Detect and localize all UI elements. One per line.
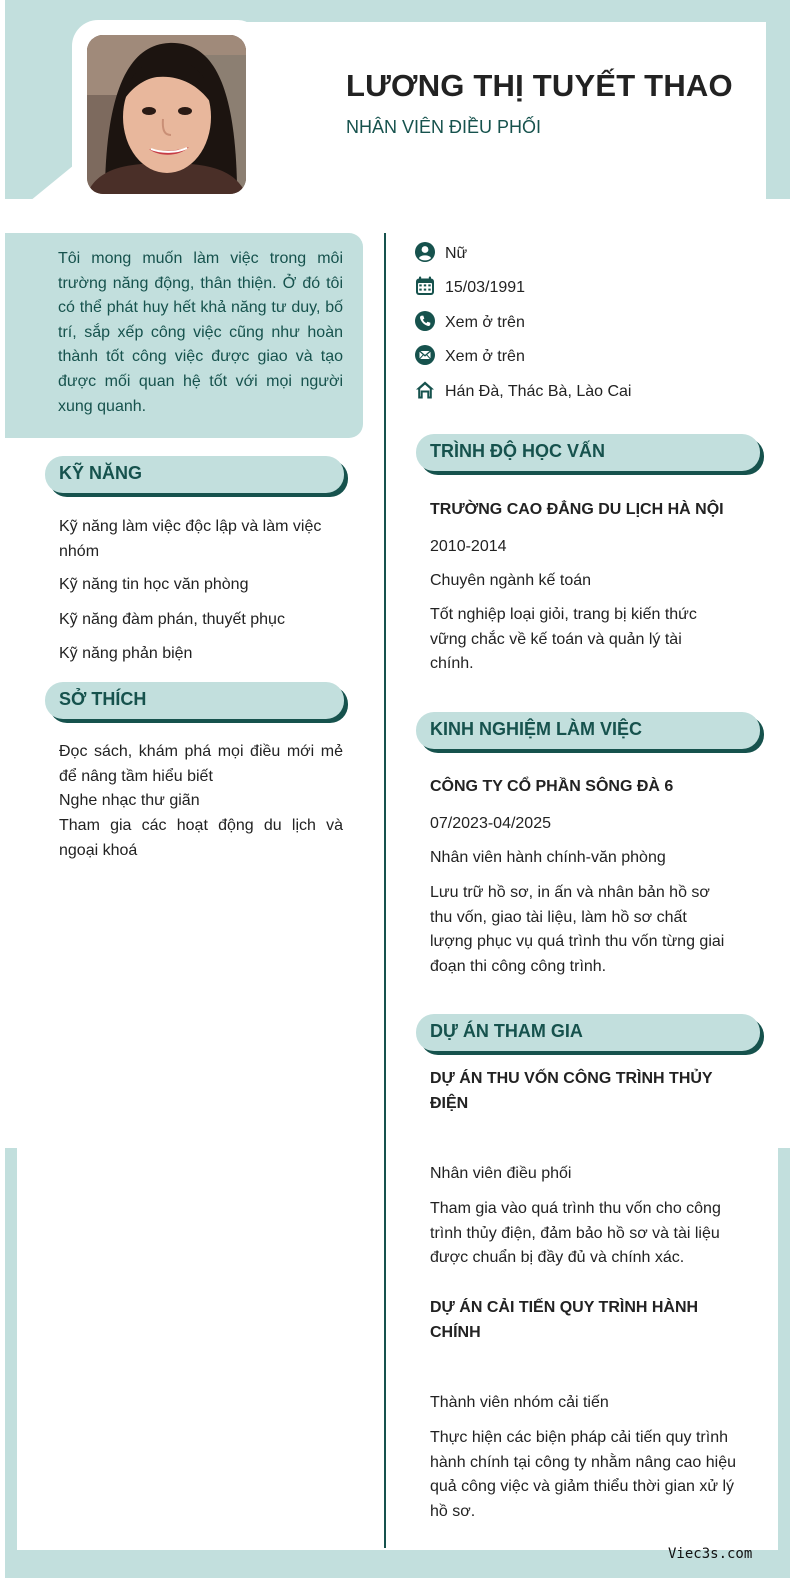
skill-item: Kỹ năng phản biện (59, 645, 193, 662)
company-name: CÔNG TY CỔ PHẦN SÔNG ĐÀ 6 (430, 778, 674, 795)
profile-photo (87, 35, 246, 194)
education-title: TRÌNH ĐỘ HỌC VẤN (430, 441, 605, 461)
header-frame-inner (238, 22, 766, 199)
watermark: Viec3s.com (668, 1546, 753, 1562)
experience-title: KINH NGHIỆM LÀM VIỆC (430, 719, 643, 739)
experience-description: Lưu trữ hồ sơ, in ấn và nhân bản hồ sơ thu vốn, giao tài liệu, làm hồ sơ chất lượng phục vụ quá trình thu vốn từng giai đoạn thi công công trình. (430, 884, 725, 975)
hobby-item: Nghe nhạc thư giãn (59, 792, 200, 809)
home-icon (415, 380, 435, 400)
skill-item: Kỹ năng tin học văn phòng (59, 576, 249, 593)
candidate-name: LƯƠNG THỊ TUYẾT THAO (346, 68, 733, 103)
education-major: Chuyên ngành kế toán (430, 572, 592, 589)
experience-period: 07/2023-04/2025 (430, 815, 551, 832)
experience-role: Nhân viên hành chính-văn phòng (430, 849, 666, 866)
hobbies-title: SỞ THÍCH (59, 689, 147, 709)
project-description: Tham gia vào quá trình thu vốn cho công trình thủy điện, đảm bảo hồ sơ và tài liệu được chuẩn bị đầy đủ và chính xác. (430, 1200, 721, 1267)
user-icon (415, 242, 435, 262)
mail-icon (415, 345, 435, 365)
calendar-icon (415, 276, 435, 296)
phone: Xem ở trên (445, 314, 525, 331)
gender: Nữ (445, 245, 468, 262)
candidate-position: NHÂN VIÊN ĐIỀU PHỐI (346, 117, 542, 137)
photo-frame-corner (30, 165, 74, 201)
project-role: Nhân viên điều phối (430, 1165, 572, 1182)
hobby-item: Đọc sách, khám phá mọi điều mới mẻ để nâng tầm hiểu biết (59, 743, 343, 785)
address: Hán Đà, Thác Bà, Lào Cai (445, 383, 632, 400)
education-description: Tốt nghiệp loại giỏi, trang bị kiến thức vững chắc về kế toán và quản lý tài chính. (430, 606, 697, 673)
skill-item: Kỹ năng làm việc độc lập và làm việc nhóm (59, 518, 322, 560)
project-role: Thành viên nhóm cải tiến (430, 1394, 609, 1411)
hobby-item: Tham gia các hoạt động du lịch và ngoại khoá (59, 817, 343, 859)
skills-title: KỸ NĂNG (59, 463, 143, 483)
project-name: DỰ ÁN THU VỐN CÔNG TRÌNH THỦY ĐIỆN (430, 1070, 713, 1112)
career-objective: Tôi mong muốn làm việc trong môi trường năng động, thân thiện. Ở đó tôi có thể phát huy hết khả năng tư duy, bố trí, sắp xếp công việc cũng như hoàn thành tốt công việc được giao và tạo được mối quan hệ tốt với mọi người xung quanh. (58, 250, 343, 415)
email: Xem ở trên (445, 348, 525, 365)
phone-icon (415, 311, 435, 331)
projects-title: DỰ ÁN THAM GIA (430, 1021, 583, 1041)
project-description: Thực hiện các biện pháp cải tiến quy trình hành chính tại công ty nhằm nâng cao hiệu quả công việc và giảm thiểu thời gian xử lý hồ sơ. (430, 1429, 736, 1520)
education-period: 2010-2014 (430, 538, 507, 555)
school-name: TRƯỜNG CAO ĐẲNG DU LỊCH HÀ NỘI (430, 501, 724, 518)
birthday: 15/03/1991 (445, 279, 526, 296)
column-divider (384, 233, 386, 1548)
skill-item: Kỹ năng đàm phán, thuyết phục (59, 611, 285, 628)
project-name: DỰ ÁN CẢI TIẾN QUY TRÌNH HÀNH CHÍNH (430, 1299, 699, 1341)
